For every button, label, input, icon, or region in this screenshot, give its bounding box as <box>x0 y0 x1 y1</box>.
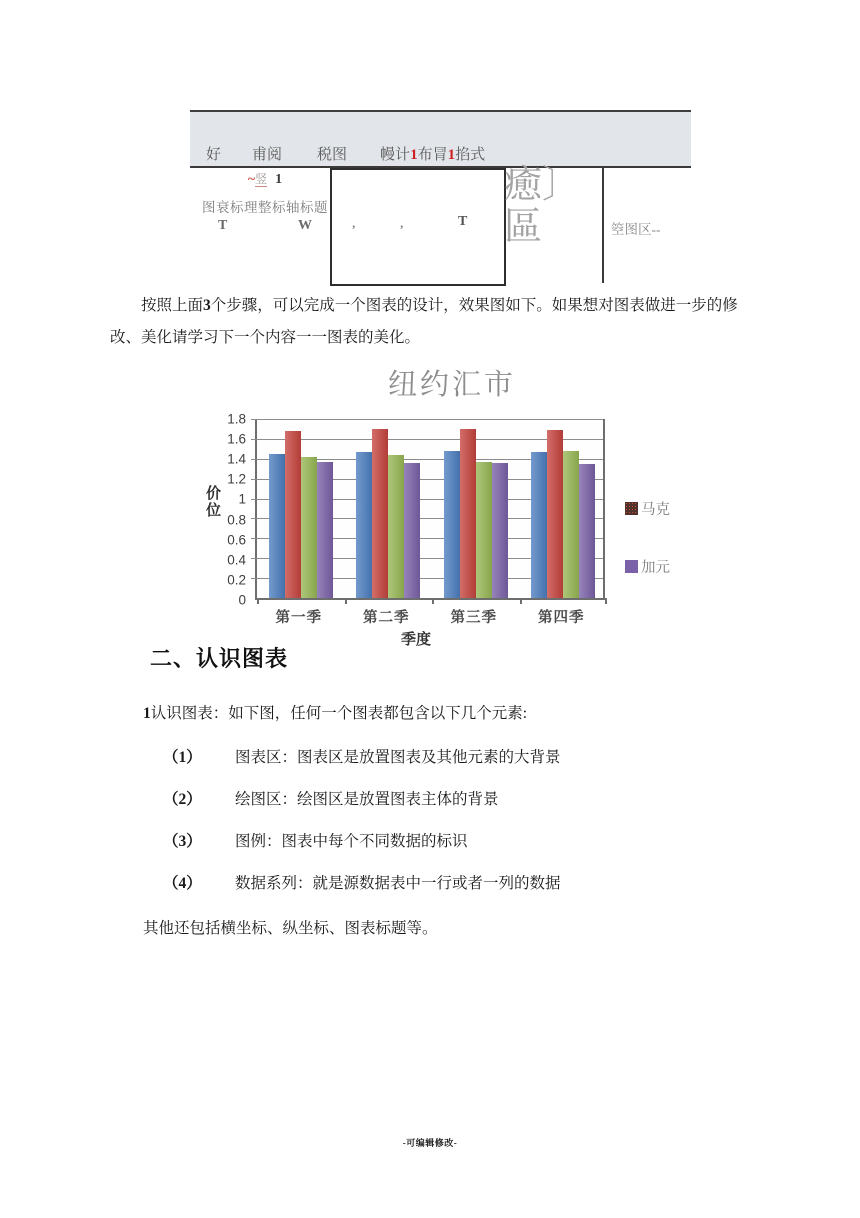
bar <box>531 452 547 598</box>
legend-entry-mark <box>625 498 670 519</box>
bar-group <box>444 419 508 598</box>
layout-group-letters <box>200 218 330 234</box>
bar <box>301 457 317 598</box>
list-item-number: （3） <box>163 833 202 850</box>
letter-t: T <box>218 218 228 233</box>
element-list <box>163 748 733 916</box>
layout-group-labels: 图衰标理整标轴标题 <box>202 200 328 215</box>
x-category-label: 第四季 <box>538 610 585 626</box>
bar-group <box>531 419 595 598</box>
bar <box>372 429 388 598</box>
tab-start: 好 <box>206 147 222 163</box>
x-tick-mark <box>345 598 347 604</box>
tab-review: 甫阅 <box>252 147 283 163</box>
plot-area <box>255 419 605 600</box>
legend-label-cad: 加元 <box>641 560 670 576</box>
ribbon-sub-row <box>190 164 691 293</box>
y-tick-label: 1.2 <box>227 471 246 487</box>
tab-design-layout-format <box>380 143 485 164</box>
x-axis-labels <box>255 606 605 626</box>
chart-title: 纽约汇市 <box>388 369 517 401</box>
bar <box>269 454 285 598</box>
bar <box>547 430 563 598</box>
list-item-text: 图表区：图表区是放置图表及其他元素的大背景 <box>235 749 561 766</box>
x-tick-mark <box>520 598 522 604</box>
y-axis-title: 价位 <box>205 486 221 519</box>
y-axis-ticks <box>216 411 250 608</box>
list-item-gap <box>211 832 235 852</box>
x-category-label: 第三季 <box>450 610 497 626</box>
plot-area-caption: 箜图区-- <box>611 222 661 237</box>
page-footer: -可编辑修改- <box>402 1138 458 1148</box>
bar <box>404 463 420 598</box>
y-tick-label: 1 <box>238 491 246 507</box>
y-tick-label: 0 <box>238 592 246 608</box>
ny-fx-chart <box>200 356 680 658</box>
section-heading: 二、认识图表 <box>150 646 289 671</box>
legend-entry-cad <box>625 556 670 577</box>
bar <box>492 463 508 598</box>
para-pre: 按照上面 <box>141 297 204 314</box>
x-category-label: 第二季 <box>363 610 410 626</box>
list-item-text: 图例：图表中每个不同数据的标识 <box>235 833 468 850</box>
x-tick-mark <box>257 598 259 604</box>
legend-swatch-mark <box>625 502 638 515</box>
list-item-text: 数据系列：就是源数据表中一行或者一列的数据 <box>235 875 561 892</box>
bar <box>285 431 301 598</box>
chart-layout-group <box>200 170 330 234</box>
tab-view: 税图 <box>317 147 348 163</box>
list-item-number: （4） <box>163 875 202 892</box>
bar <box>444 451 460 598</box>
bold-one: 1 <box>275 172 283 187</box>
bar <box>460 429 476 598</box>
list-item <box>163 748 733 768</box>
para-bold-3: 3 <box>203 297 211 314</box>
bar-group <box>269 419 333 598</box>
list-item-number: （1） <box>163 749 202 766</box>
y-tick-label: 0.8 <box>227 512 246 528</box>
intro-bold-1: 1 <box>143 705 151 722</box>
gallery-mark: , <box>400 216 404 231</box>
tab-format-part: 掐式 <box>455 147 486 163</box>
gallery-mark: , <box>352 216 356 231</box>
bar <box>356 452 372 598</box>
list-item-text: 绘图区：绘图区是放置图表主体的背景 <box>235 791 499 808</box>
legend-swatch-cad <box>625 560 638 573</box>
glyph-line2: 區 <box>504 206 543 248</box>
x-category-label: 第一季 <box>275 610 322 626</box>
shu-char: 竖 <box>255 172 268 186</box>
y-tick-label: 0.4 <box>227 552 246 568</box>
tab-design-part: 幔计 <box>380 147 411 163</box>
list-item <box>163 874 733 894</box>
intro-paragraph <box>110 290 760 354</box>
list-item-gap <box>211 790 235 810</box>
section-intro <box>143 701 527 723</box>
list-item-number: （2） <box>163 791 202 808</box>
x-axis-title: 季度 <box>400 632 431 648</box>
excel-ribbon-screenshot <box>190 110 691 293</box>
list-item <box>163 832 733 852</box>
bar <box>388 455 404 598</box>
glyph-line1: 癒〕 <box>504 164 581 206</box>
list-item-gap <box>211 874 235 894</box>
ribbon-bar <box>190 110 691 168</box>
x-tick-mark <box>605 598 607 604</box>
list-item <box>163 790 733 810</box>
x-tick-mark <box>432 598 434 604</box>
divider-line <box>602 168 604 283</box>
tilde-mark: ~ <box>247 172 256 187</box>
y-tick-label: 0.6 <box>227 532 246 548</box>
section-tail: 其他还包括横坐标、纵坐标、图表标题等。 <box>143 920 438 937</box>
bar <box>476 462 492 598</box>
y-tick-label: 1.4 <box>227 451 246 467</box>
y-tick-label: 0.2 <box>227 572 246 588</box>
layout-group-line1 <box>200 170 330 188</box>
letter-w: W <box>298 218 312 233</box>
gallery-box <box>330 168 506 286</box>
para-post: 个步骤，可以完成一个图表的设计，效果图如下。如果想对图表做进一步的修改、美化请学习下一个内容一一图表的美化。 <box>110 297 738 346</box>
y-tick-label: 1.8 <box>227 411 246 427</box>
intro-text: 认识图表：如下图，任何一个图表都包含以下几个元素: <box>150 705 528 722</box>
bar <box>317 462 333 598</box>
legend-label-mark: 马克 <box>641 502 670 518</box>
list-item-gap <box>211 748 235 768</box>
tab-layout-part: 布冐 <box>417 147 448 163</box>
gallery-mark-t: T <box>458 214 468 229</box>
tab-red-digit: 1 <box>410 147 418 163</box>
large-garbled-glyphs <box>504 164 580 248</box>
bar-group <box>356 419 420 598</box>
ribbon-tabs <box>206 143 485 164</box>
bar <box>563 451 579 598</box>
bar <box>579 464 595 598</box>
tab-red-digit: 1 <box>447 147 456 163</box>
y-tick-label: 1.6 <box>227 431 246 447</box>
